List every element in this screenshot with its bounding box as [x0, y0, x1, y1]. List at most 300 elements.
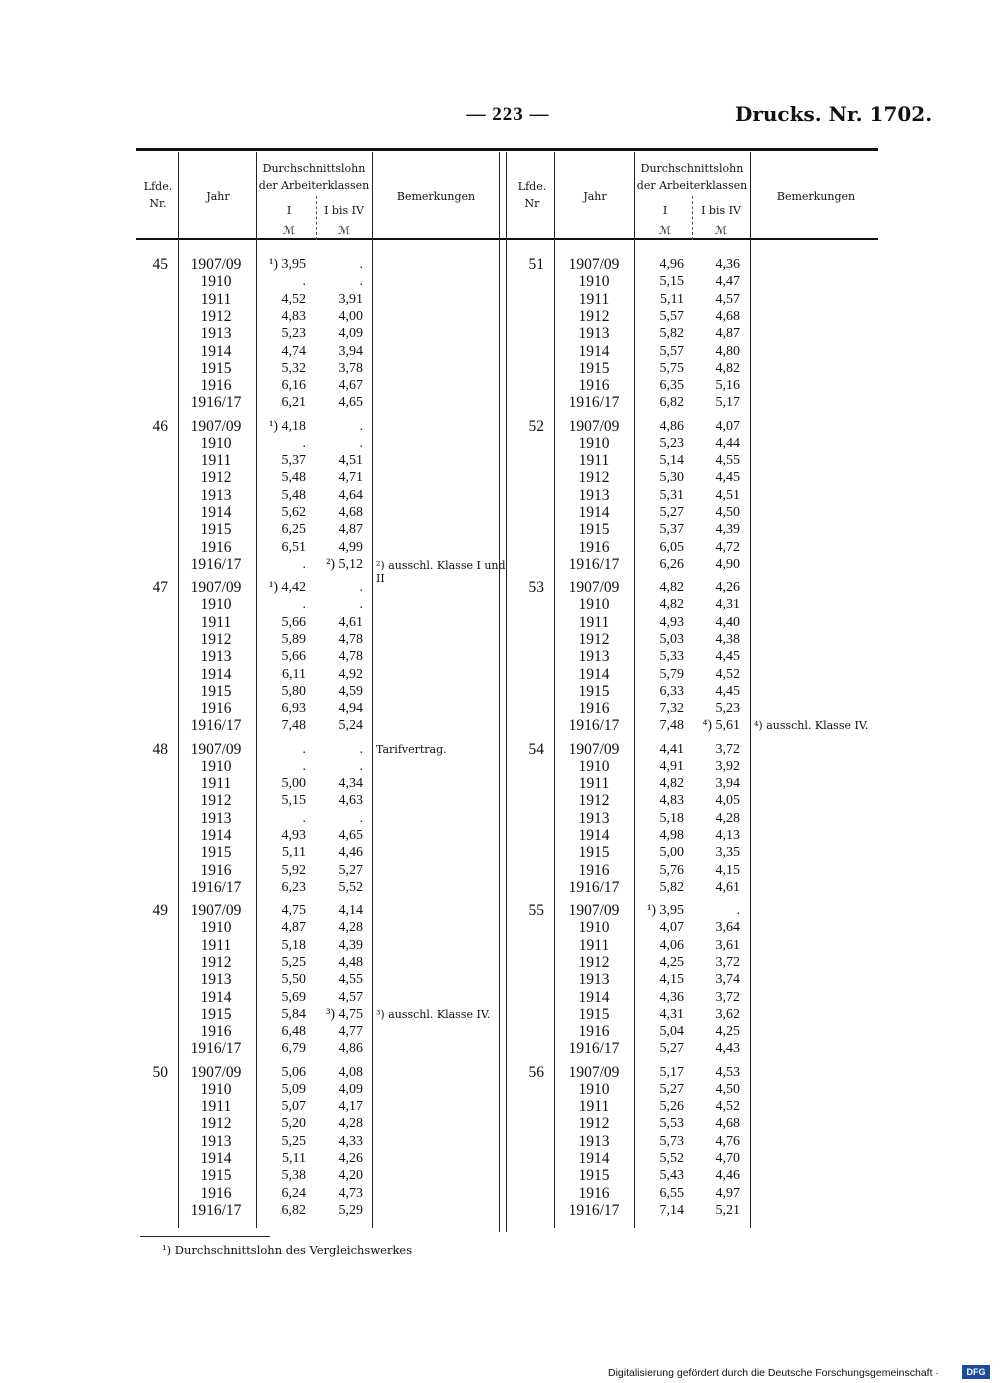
remark-49: ³) ausschl. Klasse IV.	[376, 1008, 491, 1021]
wage-class-I-IV-cell: 4,08	[338, 1064, 363, 1080]
wage-class-I-cell: 5,11	[282, 845, 306, 861]
year-cell: 1911	[578, 936, 610, 954]
wage-class-I-IV-cell: 4,39	[338, 937, 363, 953]
wage-class-I-IV-cell: 4,61	[715, 879, 740, 895]
wage-class-I-IV-cell: .	[736, 903, 740, 918]
wage-class-I-cell: 6,24	[281, 1185, 306, 1201]
wage-class-I-cell: 6,33	[659, 683, 684, 699]
year-cell: 1916	[578, 861, 610, 879]
wage-class-I-IV-cell: 3,61	[715, 937, 740, 953]
wage-class-I-IV-cell: 5,21	[715, 1202, 740, 1218]
wage-class-I-cell: 5,50	[281, 972, 306, 988]
wage-class-I-IV-cell: 4,46	[715, 1168, 740, 1184]
wage-class-I-cell: 4,25	[659, 954, 684, 970]
row-group-number: 46	[152, 417, 168, 435]
wage-class-I-cell: 5,76	[659, 862, 684, 878]
unit-marker: ℳ	[715, 224, 727, 237]
year-cell: 1916/17	[190, 1201, 242, 1219]
header-rule	[136, 238, 878, 240]
wage-class-I-IV-cell: 4,17	[338, 1099, 363, 1115]
year-cell: 1913	[200, 486, 232, 504]
year-cell: 1914	[200, 1150, 232, 1167]
wage-class-I-cell: 4,31	[659, 1006, 684, 1022]
wage-class-I-IV-cell: ²) 5,12	[326, 556, 363, 572]
year-cell: 1913	[578, 648, 610, 666]
wage-class-I-cell: 5,33	[659, 649, 684, 665]
wage-class-I-cell: 5,00	[281, 776, 306, 792]
wage-class-I-IV-cell: 4,40	[715, 614, 740, 630]
year-cell: 1911	[578, 1098, 610, 1116]
year-cell: 1916	[200, 861, 232, 879]
wage-class-I-cell: 7,48	[281, 718, 306, 734]
wage-class-I-IV-cell: 4,45	[715, 683, 740, 699]
wage-class-I-IV-cell: 4,28	[715, 810, 740, 826]
year-cell: 1916/17	[190, 878, 242, 896]
wage-class-I-IV-cell: 4,25	[715, 1024, 740, 1040]
year-cell: 1907/09	[568, 256, 620, 273]
wage-class-I-cell: 7,48	[659, 718, 684, 734]
wage-class-I-IV-cell: 4,26	[715, 580, 740, 595]
wage-class-I-cell: 5,18	[281, 937, 306, 953]
year-cell: 1907/09	[568, 417, 620, 435]
wage-class-I-cell: 4,15	[659, 972, 684, 988]
wage-class-I-cell: 6,11	[282, 666, 306, 682]
year-cell: 1913	[578, 1132, 610, 1150]
wage-class-I-IV-cell: 4,55	[715, 453, 740, 469]
row-group-number: 53	[528, 579, 544, 596]
wage-class-I-IV-cell: 3,35	[715, 845, 740, 861]
year-cell: 1907/09	[190, 902, 242, 919]
wage-class-I-IV-cell: 4,45	[715, 470, 740, 486]
wage-class-I-IV-cell: .	[359, 418, 363, 434]
wage-class-I-cell: 4,96	[659, 257, 684, 272]
year-cell: 1916/17	[568, 555, 620, 573]
row-group-number: 56	[528, 1063, 544, 1081]
year-cell: 1913	[578, 809, 610, 827]
wage-class-I-IV-cell: 4,05	[715, 793, 740, 809]
year-cell: 1910	[578, 596, 610, 614]
wage-class-I-IV-cell: 3,64	[715, 920, 740, 936]
wage-class-I-IV-cell: 5,27	[338, 862, 363, 878]
lohn-header: Durchschnittslohn der Arbeiterklassen	[636, 162, 748, 192]
wage-class-I-cell: 7,32	[659, 701, 684, 717]
year-cell: 1913	[200, 1132, 232, 1150]
wage-class-I-IV-cell: .	[359, 597, 363, 613]
wage-class-I-IV-cell: 4,51	[715, 487, 740, 503]
wage-class-I-IV-cell: 3,92	[715, 758, 740, 774]
wage-class-I-IV-cell: 4,65	[338, 828, 363, 843]
wage-class-I-cell: 6,51	[281, 539, 306, 555]
year-cell: 1916	[200, 700, 232, 718]
wage-class-I-IV-cell: 4,50	[715, 1081, 740, 1097]
year-cell: 1916/17	[568, 878, 620, 896]
year-cell: 1910	[578, 919, 610, 937]
year-cell: 1912	[200, 630, 232, 648]
year-cell: 1915	[578, 359, 610, 377]
year-cell: 1913	[578, 971, 610, 989]
col-divider	[256, 152, 257, 1228]
wage-class-I-cell: 5,25	[281, 1133, 306, 1149]
year-cell: 1916	[578, 377, 610, 395]
year-cell: 1911	[200, 775, 232, 793]
year-cell: 1915	[200, 359, 232, 377]
wage-class-I-IV-cell: 4,68	[715, 1116, 740, 1132]
wage-class-I-cell: 5,26	[659, 1099, 684, 1115]
wage-class-I-cell: 5,75	[659, 360, 684, 376]
year-cell: 1914	[200, 827, 232, 844]
year-cell: 1913	[200, 971, 232, 989]
wage-class-I-IV-cell: 3,78	[338, 360, 363, 376]
year-cell: 1914	[200, 665, 232, 683]
wage-class-I-IV-cell: 3,72	[715, 954, 740, 970]
wage-class-I-cell: 5,27	[659, 1081, 684, 1097]
year-cell: 1911	[200, 936, 232, 954]
wage-class-I-IV-cell: 3,74	[715, 972, 740, 988]
wage-class-I-cell: 5,15	[281, 793, 306, 809]
year-cell: 1907/09	[190, 256, 242, 273]
year-cell: 1910	[200, 434, 232, 452]
wage-class-I-cell: 5,04	[659, 1024, 684, 1040]
wage-class-I-cell: 6,35	[659, 378, 684, 394]
wage-class-I-cell: 5,14	[659, 453, 684, 469]
wage-class-I-IV-cell: 4,53	[715, 1064, 740, 1080]
lfde-nr-header: Lfde. Nr.	[143, 180, 173, 210]
wage-class-I-cell: ¹) 4,42	[269, 580, 306, 595]
wage-class-I-cell: 5,82	[659, 879, 684, 895]
dfg-logo: DFG	[962, 1365, 990, 1379]
wage-class-I-IV-cell: 4,68	[715, 308, 740, 324]
wage-class-I-cell: 5,48	[281, 470, 306, 486]
wage-class-I-cell: 5,69	[281, 989, 306, 1005]
row-group-number: 48	[152, 740, 168, 758]
wage-class-I-cell: 5,09	[281, 1081, 306, 1097]
year-cell: 1916/17	[190, 717, 242, 735]
wage-class-I-IV-cell: 4,07	[715, 418, 740, 434]
row-group-number: 49	[152, 902, 168, 919]
wage-class-I-cell: 4,82	[659, 776, 684, 792]
year-cell: 1914	[200, 988, 232, 1006]
wage-class-I-IV-cell: 4,50	[715, 505, 740, 520]
wage-class-I-cell: 5,82	[659, 326, 684, 342]
drucksache-number: Drucks. Nr. 1702.	[735, 102, 933, 126]
wage-class-I-cell: 5,52	[659, 1151, 684, 1166]
wage-class-I-cell: 4,87	[281, 920, 306, 936]
row-group-number: 52	[528, 417, 544, 435]
wage-class-I-IV-cell: 4,34	[338, 776, 363, 792]
wage-class-I-IV-cell: 4,55	[338, 972, 363, 988]
year-cell: 1911	[200, 452, 232, 470]
year-cell: 1911	[200, 290, 232, 308]
wage-class-I-cell: 4,06	[659, 937, 684, 953]
row-group-number: 54	[528, 740, 544, 758]
wage-class-I-cell: 5,15	[659, 274, 684, 290]
year-cell: 1913	[578, 325, 610, 343]
year-cell: 1912	[578, 1115, 610, 1133]
wage-class-I-cell: 5,07	[281, 1099, 306, 1115]
bemerkungen-header: Bemerkungen	[776, 190, 856, 203]
wage-class-I-IV-cell: 4,73	[338, 1185, 363, 1201]
year-cell: 1914	[578, 988, 610, 1006]
lfde-nr-header: Lfde. Nr	[517, 180, 547, 210]
wage-class-I-IV-cell: 4,57	[715, 291, 740, 307]
wage-class-I-cell: 5,32	[281, 360, 306, 376]
year-cell: 1907/09	[190, 1063, 242, 1081]
year-cell: 1915	[578, 844, 610, 862]
year-cell: 1915	[578, 1005, 610, 1023]
wage-class-I-IV-cell: .	[359, 435, 363, 451]
wage-class-I-IV-cell: 4,09	[338, 326, 363, 342]
remark-53: ⁴) ausschl. Klasse IV.	[754, 719, 869, 732]
year-cell: 1916/17	[568, 1040, 620, 1058]
wage-class-I-cell: 6,05	[659, 539, 684, 555]
year-cell: 1916/17	[190, 394, 242, 412]
wage-class-I-cell: 5,25	[281, 954, 306, 970]
wage-class-I-IV-cell: 4,48	[338, 954, 363, 970]
year-cell: 1907/09	[568, 579, 620, 596]
wage-class-I-cell: 4,41	[659, 741, 684, 757]
wage-class-I-IV-cell: ⁴) 5,61	[702, 718, 740, 734]
year-cell: 1910	[578, 757, 610, 775]
wage-class-I-cell: ¹) 4,18	[269, 418, 306, 434]
wage-class-I-IV-cell: 4,13	[715, 828, 740, 843]
wage-class-I-IV-cell: 4,78	[338, 631, 363, 647]
wage-class-I-IV-cell: 4,14	[338, 903, 363, 918]
year-cell: 1907/09	[568, 1063, 620, 1081]
wage-class-I-cell: 4,83	[281, 308, 306, 324]
wage-class-I-cell: 5,79	[659, 666, 684, 682]
wage-class-I-cell: 4,83	[659, 793, 684, 809]
wage-class-I-cell: 5,23	[281, 326, 306, 342]
year-cell: 1914	[578, 504, 610, 521]
year-cell: 1911	[200, 1098, 232, 1116]
wage-class-I-cell: 5,66	[281, 649, 306, 665]
wage-class-I-cell: 5,23	[659, 435, 684, 451]
year-cell: 1915	[578, 521, 610, 539]
year-cell: 1907/09	[190, 417, 242, 435]
wage-class-I-cell: 5,31	[659, 487, 684, 503]
year-cell: 1910	[200, 1080, 232, 1098]
year-cell: 1911	[200, 613, 232, 631]
wage-class-I-IV-cell: 4,43	[715, 1041, 740, 1057]
wage-class-I-IV-cell: 4,67	[338, 378, 363, 394]
year-cell: 1915	[200, 1167, 232, 1185]
wage-class-I-IV-cell: 4,63	[338, 793, 363, 809]
wage-class-I-IV-cell: 3,62	[715, 1006, 740, 1022]
class-split-dash	[316, 196, 317, 240]
year-cell: 1907/09	[190, 579, 242, 596]
wage-class-I-IV-cell: 4,68	[338, 505, 363, 520]
year-cell: 1916	[578, 1184, 610, 1202]
wage-class-I-IV-cell: 5,17	[715, 395, 740, 411]
col-divider	[372, 152, 373, 1228]
year-cell: 1911	[578, 290, 610, 308]
wage-class-I-IV-cell: .	[359, 810, 363, 826]
year-cell: 1913	[578, 486, 610, 504]
wage-class-I-IV-cell: ³) 4,75	[326, 1006, 363, 1022]
wage-class-I-cell: 6,16	[281, 378, 306, 394]
year-cell: 1912	[578, 953, 610, 971]
wage-class-I-IV-cell: 3,94	[715, 776, 740, 792]
wage-class-I-cell: 5,92	[281, 862, 306, 878]
year-cell: 1912	[578, 469, 610, 487]
year-cell: 1910	[200, 596, 232, 614]
wage-class-I-cell: 5,27	[659, 1041, 684, 1057]
wage-class-I-IV-cell: 4,97	[715, 1185, 740, 1201]
wage-class-I-cell: 5,84	[281, 1006, 306, 1022]
year-cell: 1914	[200, 504, 232, 521]
wage-class-I-cell: 6,48	[281, 1024, 306, 1040]
wage-class-I-cell: 4,82	[659, 580, 684, 595]
year-cell: 1910	[578, 434, 610, 452]
year-cell: 1910	[200, 273, 232, 291]
wage-class-I-IV-cell: 4,92	[338, 666, 363, 682]
wage-class-I-cell: 5,27	[659, 505, 684, 520]
class-split-dash	[692, 196, 693, 240]
year-cell: 1910	[200, 919, 232, 937]
wage-class-I-IV-cell: 4,09	[338, 1081, 363, 1097]
wage-class-I-IV-cell: .	[359, 741, 363, 757]
wage-class-I-IV-cell: 4,87	[338, 522, 363, 538]
wage-class-I-IV-cell: 4,33	[338, 1133, 363, 1149]
row-group-number: 50	[152, 1063, 168, 1081]
wage-class-I-IV-cell: 4,86	[338, 1041, 363, 1057]
year-cell: 1914	[578, 1150, 610, 1167]
year-cell: 1914	[578, 827, 610, 844]
row-group-number: 51	[528, 256, 544, 273]
footnote-rule	[140, 1236, 270, 1237]
wage-class-I-cell: 4,52	[281, 291, 306, 307]
col-divider	[750, 152, 751, 1228]
wage-class-I-IV-cell: 3,72	[715, 741, 740, 757]
year-cell: 1912	[578, 630, 610, 648]
wage-class-I-cell: 6,25	[281, 522, 306, 538]
dfg-credit: Digitalisierung gefördert durch die Deutsche Forschungsgemeinschaft ·	[608, 1367, 939, 1379]
wage-class-I-IV-cell: 4,72	[715, 539, 740, 555]
wage-class-I-cell: 6,26	[659, 556, 684, 572]
lohn-header: Durchschnittslohn der Arbeiterklassen	[258, 162, 370, 192]
wage-class-I-IV-cell: 4,20	[338, 1168, 363, 1184]
wage-class-I-cell: 5,57	[659, 343, 684, 359]
wage-class-I-cell: 5,37	[281, 453, 306, 469]
wage-class-I-IV-cell: 4,94	[338, 701, 363, 717]
year-cell: 1913	[200, 648, 232, 666]
wage-class-I-cell: 6,93	[281, 701, 306, 717]
wage-class-I-IV-cell: 4,76	[715, 1133, 740, 1149]
wage-class-I-cell: .	[302, 810, 306, 826]
col-divider	[634, 152, 635, 1228]
year-cell: 1910	[578, 273, 610, 291]
unit-marker: ℳ	[659, 224, 671, 237]
wage-class-I-IV-cell: 4,59	[338, 683, 363, 699]
wage-class-I-cell: 5,18	[659, 810, 684, 826]
year-cell: 1914	[578, 665, 610, 683]
wage-class-I-IV-cell: 4,87	[715, 326, 740, 342]
wage-class-I-cell: 5,17	[659, 1064, 684, 1080]
wage-class-I-IV-cell: 4,36	[715, 257, 740, 272]
year-cell: 1914	[578, 342, 610, 360]
year-cell: 1916	[578, 538, 610, 556]
year-cell: 1915	[200, 844, 232, 862]
wage-class-I-IV-cell: 4,45	[715, 649, 740, 665]
wage-class-I-cell: 4,74	[281, 343, 306, 359]
wage-class-I-IV-cell: .	[359, 758, 363, 774]
wage-class-I-IV-cell: 3,72	[715, 989, 740, 1005]
year-cell: 1916	[578, 1023, 610, 1041]
year-cell: 1916/17	[568, 1201, 620, 1219]
wage-class-I-cell: 5,11	[660, 291, 684, 307]
wage-class-I-IV-cell: 4,28	[338, 920, 363, 936]
year-cell: 1910	[200, 757, 232, 775]
wage-class-I-cell: 5,37	[659, 522, 684, 538]
wage-class-I-cell: ¹) 3,95	[647, 903, 684, 918]
year-cell: 1911	[578, 775, 610, 793]
wage-class-I-IV-cell: 5,23	[715, 701, 740, 717]
wage-class-I-cell: 4,82	[659, 597, 684, 613]
wage-class-I-cell: 5,48	[281, 487, 306, 503]
year-cell: 1915	[200, 521, 232, 539]
wage-class-I-cell: 4,91	[659, 758, 684, 774]
center-double-rule	[506, 152, 507, 1232]
wage-class-I-IV-cell: 5,24	[338, 718, 363, 734]
wage-class-I-IV-cell: 4,70	[715, 1151, 740, 1166]
wage-class-I-IV-cell: 4,15	[715, 862, 740, 878]
wage-class-I-cell: 4,93	[659, 614, 684, 630]
wage-class-I-cell: 5,57	[659, 308, 684, 324]
wage-class-I-IV-cell: 5,29	[338, 1202, 363, 1218]
wage-class-I-cell: 7,14	[659, 1202, 684, 1218]
wage-class-I-cell: 5,00	[659, 845, 684, 861]
wage-class-I-IV-cell: .	[359, 580, 363, 595]
wage-class-I-cell: .	[302, 597, 306, 613]
top-rule	[136, 148, 878, 151]
year-cell: 1915	[200, 682, 232, 700]
wage-class-I-cell: ¹) 3,95	[269, 257, 306, 272]
wage-class-I-IV-cell: 4,00	[338, 308, 363, 324]
wage-class-I-cell: 5,66	[281, 614, 306, 630]
wage-class-I-cell: .	[302, 435, 306, 451]
wage-class-I-IV-cell: 4,52	[715, 666, 740, 682]
wage-class-I-cell: 5,38	[281, 1168, 306, 1184]
year-cell: 1913	[200, 809, 232, 827]
remark-46: ²) ausschl. Klasse I und II	[376, 559, 506, 585]
wage-class-I-cell: 6,55	[659, 1185, 684, 1201]
wage-class-I-IV-cell: 4,61	[338, 614, 363, 630]
year-cell: 1907/09	[568, 902, 620, 919]
year-cell: 1915	[578, 682, 610, 700]
wage-class-I-cell: 4,07	[659, 920, 684, 936]
wage-class-I-IV-cell: 4,65	[338, 395, 363, 411]
year-cell: 1907/09	[190, 740, 242, 758]
wage-class-I-cell: 5,62	[281, 505, 306, 520]
wage-class-I-IV-cell: 4,51	[338, 453, 363, 469]
wage-class-I-IV-cell: 4,47	[715, 274, 740, 290]
wage-class-I-IV-cell: 4,71	[338, 470, 363, 486]
year-cell: 1911	[578, 613, 610, 631]
year-cell: 1907/09	[568, 740, 620, 758]
wage-class-I-cell: 6,21	[281, 395, 306, 411]
unit-marker: ℳ	[283, 224, 295, 237]
wage-class-I-cell: .	[302, 274, 306, 290]
wage-class-I-IV-cell: 4,57	[338, 989, 363, 1005]
wage-class-I-cell: 5,80	[281, 683, 306, 699]
year-cell: 1912	[578, 307, 610, 325]
year-cell: 1912	[200, 1115, 232, 1133]
year-cell: 1916	[200, 1184, 232, 1202]
footnote: ¹) Durchschnittslohn des Vergleichswerkes	[162, 1243, 413, 1257]
wage-class-I-IV-cell: 4,64	[338, 487, 363, 503]
year-cell: 1916	[200, 1023, 232, 1041]
wage-class-I-IV-cell: 4,99	[338, 539, 363, 555]
